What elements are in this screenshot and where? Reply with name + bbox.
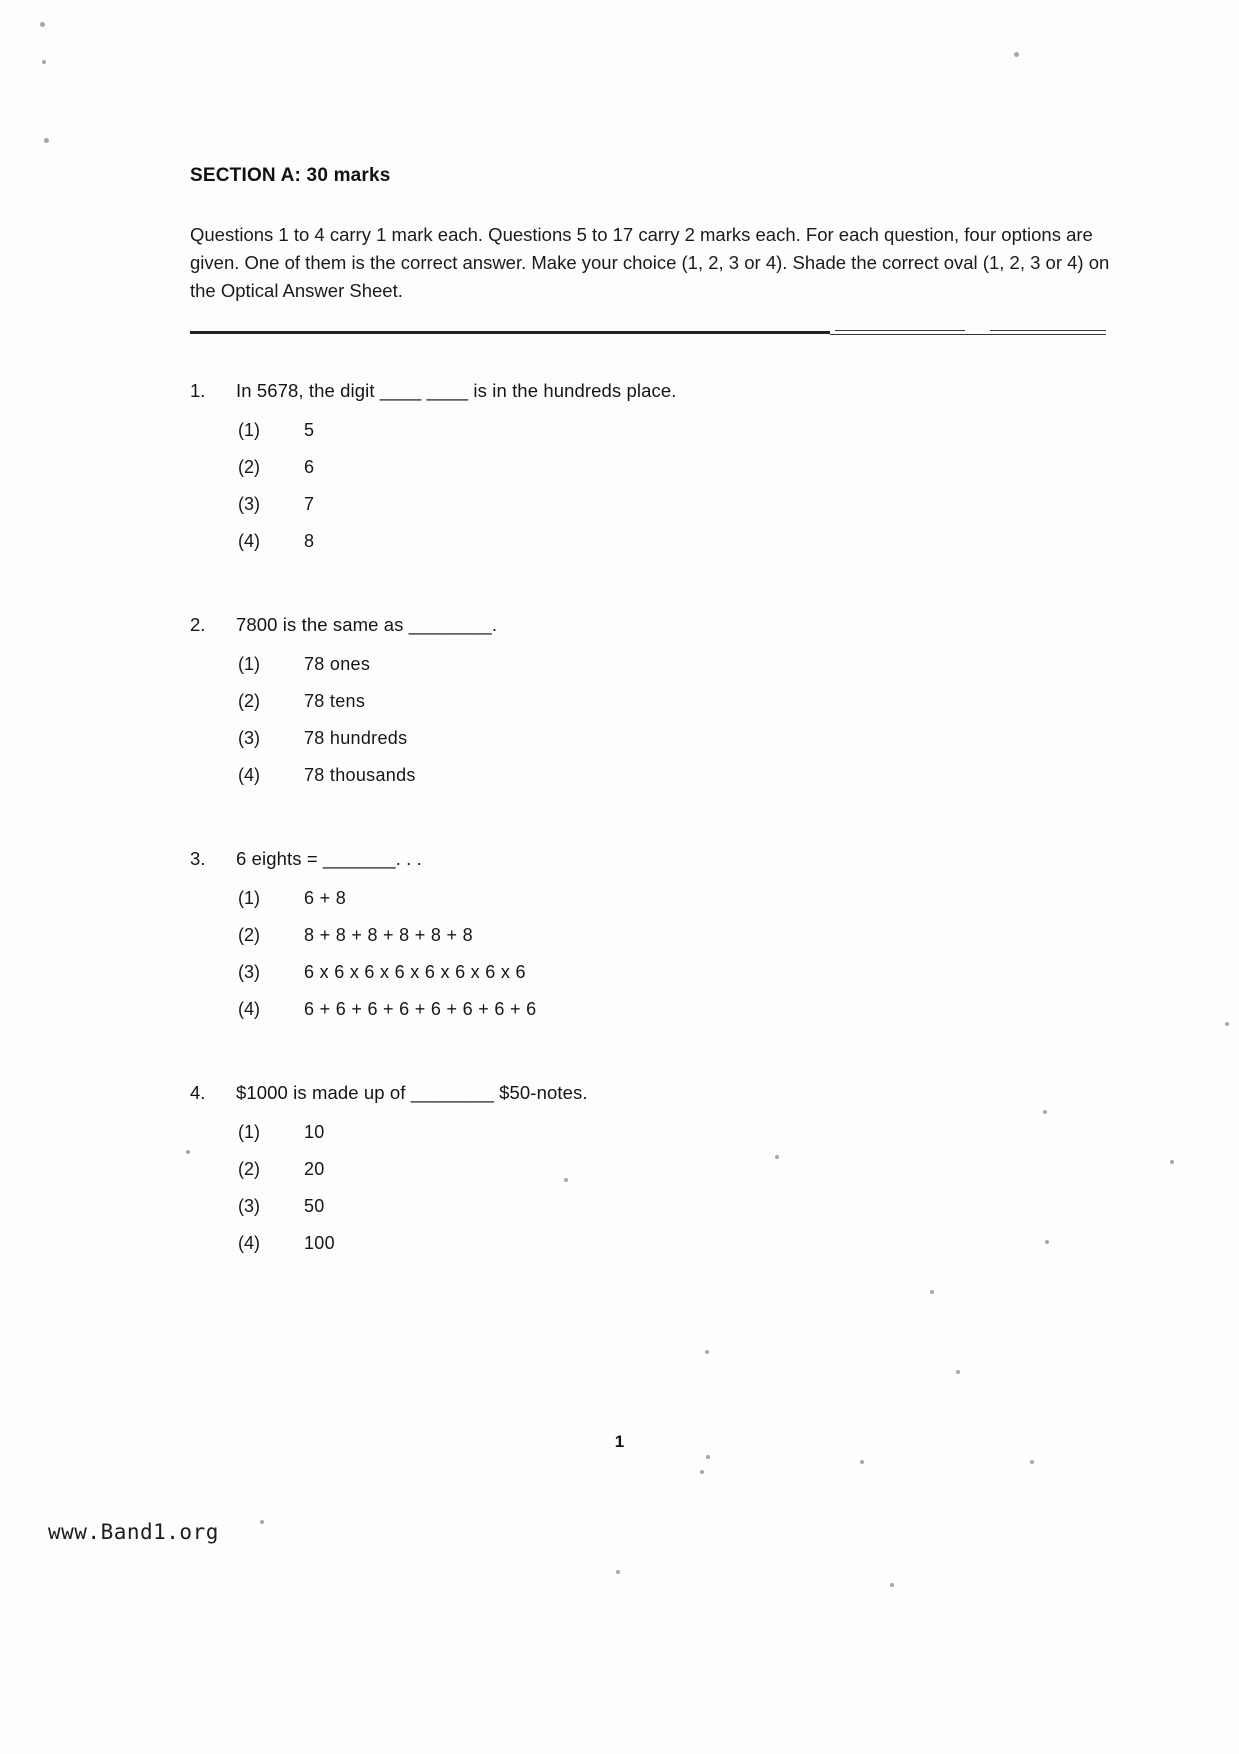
option-row[interactable] (238, 765, 1120, 786)
footer-watermark-url: www.Band1.org (48, 1520, 219, 1544)
scan-speck (956, 1370, 960, 1374)
scan-speck (260, 1520, 264, 1524)
question-heading (190, 848, 1120, 870)
option-key: (2) (238, 1159, 260, 1180)
option-value: 5 (304, 420, 315, 441)
section-title: SECTION A: 30 marks (190, 165, 391, 186)
option-value: 7 (304, 494, 315, 515)
option-row[interactable] (238, 962, 1120, 983)
question-number: 3. (190, 848, 206, 870)
scan-speck (1014, 52, 1019, 57)
option-key: (1) (238, 420, 260, 441)
option-key: (4) (238, 531, 260, 552)
option-value: 100 (304, 1233, 335, 1254)
instructions-paragraph: Questions 1 to 4 carry 1 mark each. Questions 5 to 17 carry 2 marks each. For each question, four options are given. One of them is the correct answer. Make your choice (1, 2, 3 or 4). Shade the correct oval (1, 2, 3 or 4) on the Optical Answer Sheet. (190, 224, 1110, 302)
question-number: 4. (190, 1082, 206, 1104)
scan-speck (890, 1583, 894, 1587)
scan-speck (40, 22, 45, 27)
option-value: 78 ones (304, 654, 371, 675)
option-row[interactable] (238, 1122, 1120, 1143)
option-row[interactable] (238, 999, 1120, 1020)
question-heading (190, 614, 1120, 636)
option-value: 8 (304, 531, 315, 552)
question-number: 1. (190, 380, 206, 402)
option-value: 6 x 6 x 6 x 6 x 6 x 6 x 6 x 6 (304, 962, 526, 983)
option-key: (4) (238, 1233, 260, 1254)
option-value: 6 + 6 + 6 + 6 + 6 + 6 + 6 + 6 (304, 999, 537, 1020)
option-value: 50 (304, 1196, 325, 1217)
option-key: (3) (238, 1196, 260, 1217)
option-row[interactable] (238, 457, 1120, 478)
option-value: 20 (304, 1159, 325, 1180)
question-text: In 5678, the digit ____ ____ is in the hundreds place. (236, 380, 677, 402)
option-key: (3) (238, 728, 260, 749)
option-key: (2) (238, 925, 260, 946)
option-list (190, 1122, 1120, 1254)
option-row[interactable] (238, 691, 1120, 712)
scan-speck (1030, 1460, 1034, 1464)
scan-speck (42, 60, 46, 64)
question-number: 2. (190, 614, 206, 636)
scan-speck (1225, 1022, 1229, 1026)
option-value: 10 (304, 1122, 325, 1143)
rule-segment (990, 330, 1106, 332)
option-key: (4) (238, 999, 260, 1020)
horizontal-rule (190, 331, 1106, 334)
option-key: (3) (238, 494, 260, 515)
option-row[interactable] (238, 925, 1120, 946)
option-key: (4) (238, 765, 260, 786)
question-text: 7800 is the same as ________. (236, 614, 498, 636)
option-row[interactable] (238, 1159, 1120, 1180)
option-row[interactable] (238, 420, 1120, 441)
option-key: (1) (238, 654, 260, 675)
option-row[interactable] (238, 494, 1120, 515)
scan-speck (706, 1455, 710, 1459)
scan-speck (705, 1350, 709, 1354)
option-key: (1) (238, 888, 260, 909)
option-row[interactable] (238, 1233, 1120, 1254)
option-value: 6 (304, 457, 315, 478)
scan-speck (700, 1470, 704, 1474)
scan-speck (616, 1570, 620, 1574)
document-body (190, 165, 1120, 1270)
option-key: (1) (238, 1122, 260, 1143)
question-item (190, 848, 1120, 1020)
option-key: (2) (238, 691, 260, 712)
option-row[interactable] (238, 888, 1120, 909)
scan-speck (44, 138, 49, 143)
option-row[interactable] (238, 1196, 1120, 1217)
question-heading (190, 380, 1120, 402)
scan-speck (930, 1290, 934, 1294)
option-value: 78 thousands (304, 765, 416, 786)
option-value: 6 + 8 (304, 888, 347, 909)
rule-segment (835, 330, 965, 332)
option-row[interactable] (238, 654, 1120, 675)
scan-speck (860, 1460, 864, 1464)
scan-speck (1170, 1160, 1174, 1164)
option-key: (2) (238, 457, 260, 478)
question-item (190, 1082, 1120, 1254)
question-item (190, 614, 1120, 786)
option-value: 8 + 8 + 8 + 8 + 8 + 8 (304, 925, 473, 946)
option-value: 78 tens (304, 691, 366, 712)
option-key: (3) (238, 962, 260, 983)
page-number: 1 (614, 1432, 625, 1451)
question-heading (190, 1082, 1120, 1104)
option-list (190, 888, 1120, 1020)
option-row[interactable] (238, 728, 1120, 749)
option-list (190, 420, 1120, 552)
question-text: $1000 is made up of ________ $50-notes. (236, 1082, 588, 1104)
question-text: 6 eights = _______. . . (236, 848, 422, 870)
question-item (190, 380, 1120, 552)
option-value: 78 hundreds (304, 728, 408, 749)
option-row[interactable] (238, 531, 1120, 552)
option-list (190, 654, 1120, 786)
